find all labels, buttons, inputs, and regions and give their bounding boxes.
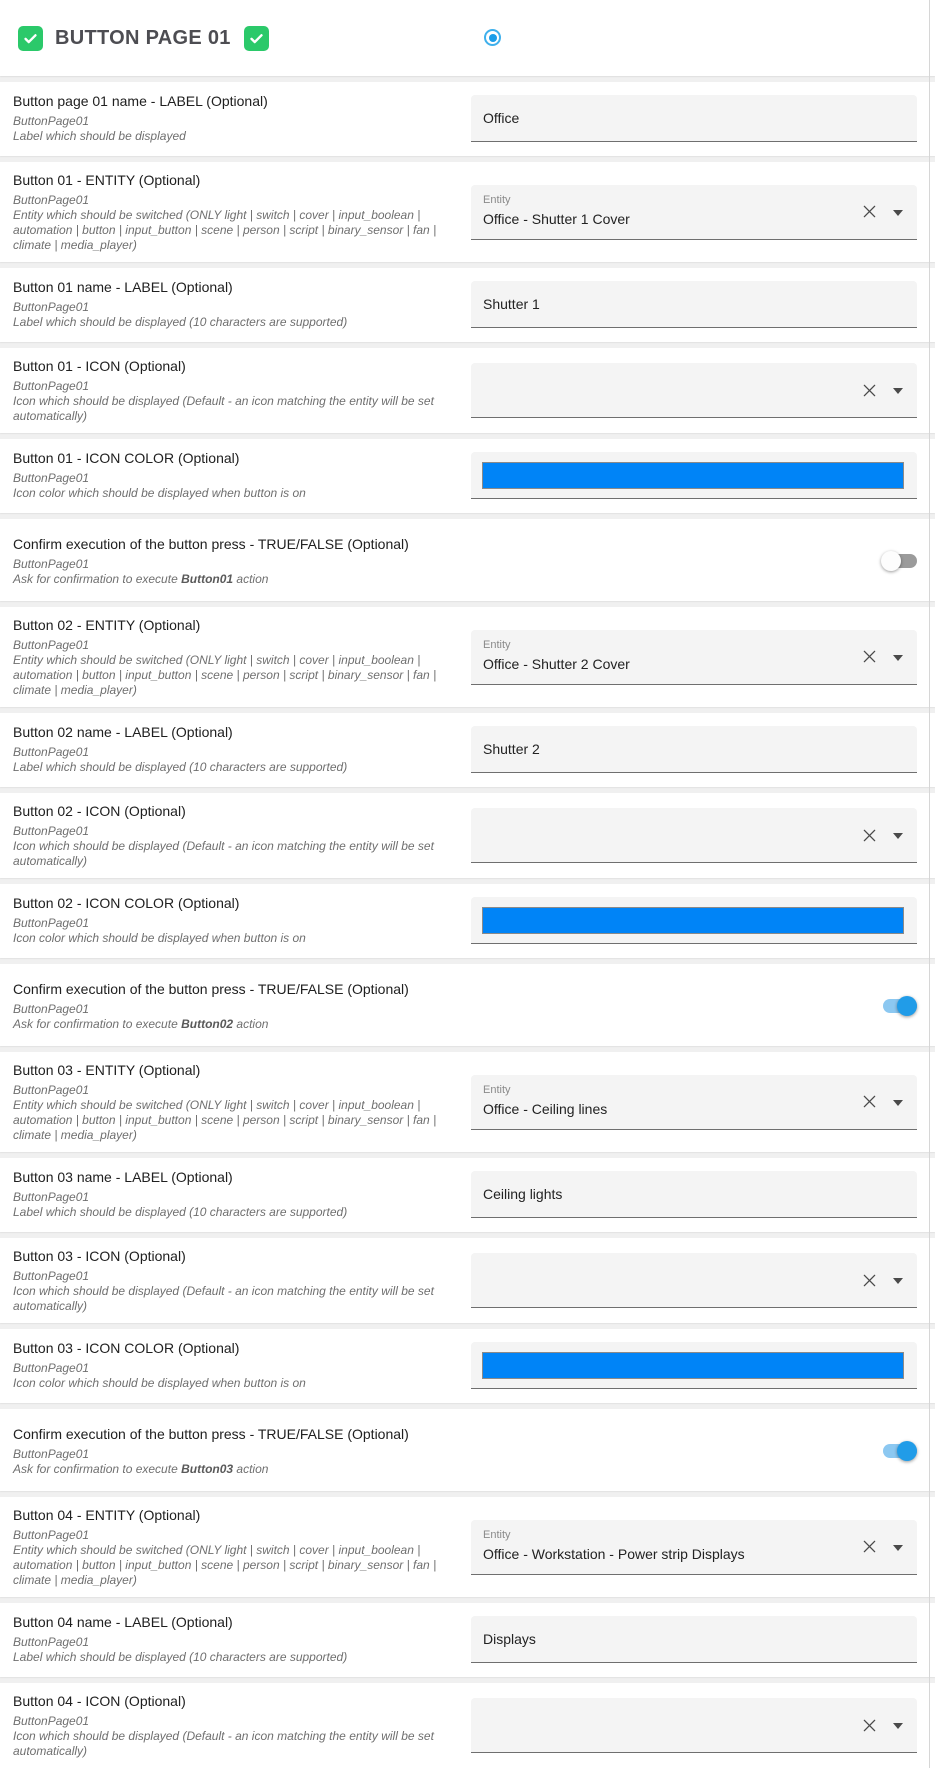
row-description [13,1017,461,1032]
row-description: Icon which should be displayed (Default - an icon matching the entity will be set automatically) [13,394,434,423]
settings-row-color [0,1329,935,1403]
field-label: Entity [483,1528,511,1541]
confirm-toggle[interactable] [881,1441,917,1461]
row-field-area [471,1441,917,1461]
row-text-block [13,171,471,253]
description-button-ref: Button03 [181,1462,234,1476]
chevron-down-icon[interactable] [893,1100,903,1106]
row-description [13,572,461,587]
settings-row-entity [0,1052,935,1152]
description-prefix: Ask for confirmation to execute [13,1017,182,1031]
row-text-block [13,1168,471,1220]
row-text-block [13,1613,471,1665]
settings-row-entity [0,1497,935,1597]
settings-row-icon [0,1238,935,1323]
row-subtitle: ButtonPage01 [13,379,90,393]
input-value: Displays [483,1630,536,1647]
row-field-area [471,726,917,773]
text-input[interactable] [471,281,917,328]
clear-x-icon[interactable] [861,1272,877,1288]
row-text-block [13,449,471,501]
row-subtitle: ButtonPage01 [13,557,90,571]
row-text-block [13,1692,471,1759]
chevron-down-icon[interactable] [893,655,903,661]
clear-x-icon[interactable] [861,1094,877,1110]
row-subtitle: ButtonPage01 [13,916,90,930]
input-value: Office [483,109,520,126]
text-input[interactable] [471,1171,917,1218]
row-title: Button page 01 name - LABEL (Optional) [13,93,268,109]
row-text-block [13,278,471,330]
row-subtitle: ButtonPage01 [13,300,90,314]
row-title: Button 03 - ENTITY (Optional) [13,1062,201,1078]
settings-row-text [0,1158,935,1232]
row-field-area [471,996,917,1016]
text-input[interactable] [471,95,917,142]
row-text-block [13,1506,471,1588]
clear-x-icon[interactable] [861,649,877,665]
confirm-toggle[interactable] [881,996,917,1016]
row-title: Button 01 - ICON (Optional) [13,358,186,374]
color-input[interactable] [471,452,917,499]
settings-row-text [0,1603,935,1677]
toggle-thumb [897,996,917,1016]
row-text-block [13,1339,471,1391]
row-text-block [13,802,471,869]
row-subtitle: ButtonPage01 [13,471,90,485]
row-title: Button 02 - ICON (Optional) [13,803,186,819]
row-field-area [471,1520,917,1575]
row-description: Label which should be displayed (10 characters are supported) [13,1205,348,1219]
row-text-block [13,894,471,946]
clear-x-icon[interactable] [861,1539,877,1555]
settings-row-color [0,439,935,513]
settings-row-text [0,268,935,342]
field-label: Entity [483,638,511,651]
row-title: Button 04 - ICON (Optional) [13,1693,186,1709]
row-text-block [13,1425,471,1477]
row-description: Icon which should be displayed (Default - an icon matching the entity will be set automatically) [13,1284,434,1313]
row-text-block [13,92,471,144]
row-title: Button 03 - ICON (Optional) [13,1248,186,1264]
settings-rows-container [0,82,935,1768]
row-field-area [471,95,917,142]
clear-x-icon[interactable] [861,1717,877,1733]
row-text-block [13,980,471,1032]
entity-select[interactable] [471,1075,917,1130]
row-title: Button 02 - ENTITY (Optional) [13,617,201,633]
entity-select[interactable] [471,630,917,685]
row-description: Icon color which should be displayed when button is on [13,1376,306,1390]
row-field-area [471,363,917,418]
description-button-ref: Button02 [181,1017,234,1031]
input-value: Shutter 2 [483,740,540,757]
text-input[interactable] [471,726,917,773]
row-subtitle: ButtonPage01 [13,1002,90,1016]
chevron-down-icon[interactable] [893,1545,903,1551]
icon-select[interactable] [471,1253,917,1308]
row-description: Icon color which should be displayed when button is on [13,486,306,500]
settings-row-entity [0,607,935,707]
row-field-area [471,1616,917,1663]
row-text-block [13,535,471,587]
row-title: Button 04 - ENTITY (Optional) [13,1507,201,1523]
checkbox-checked-icon[interactable] [244,26,269,51]
row-subtitle: ButtonPage01 [13,193,90,207]
checkmark-icon [248,30,265,47]
text-input[interactable] [471,1616,917,1663]
clear-x-icon[interactable] [861,204,877,220]
row-field-area [471,808,917,863]
row-text-block [13,357,471,424]
icon-select[interactable] [471,363,917,418]
color-swatch [482,462,904,489]
icon-select[interactable] [471,1698,917,1753]
color-swatch [482,907,904,934]
settings-row-toggle [0,1409,935,1491]
select-value: Office - Shutter 2 Cover [483,655,630,672]
row-description: Icon color which should be displayed when button is on [13,931,306,945]
row-description: Entity which should be switched (ONLY light | switch | cover | input_boolean | automation | button | input_button | scene | person | script | binary_sensor | fan | climate | media_player) [13,1098,437,1142]
row-description [13,1462,461,1477]
checkmark-icon [22,30,39,47]
color-input[interactable] [471,1342,917,1389]
settings-row-icon [0,793,935,878]
row-title: Button 04 name - LABEL (Optional) [13,1614,233,1630]
field-label: Entity [483,193,511,206]
toggle-thumb [897,1441,917,1461]
row-field-area [471,1253,917,1308]
row-field-area [471,1698,917,1753]
row-description: Icon which should be displayed (Default - an icon matching the entity will be set automatically) [13,839,434,868]
row-field-area [471,185,917,240]
checkbox-checked-icon[interactable] [18,26,43,51]
row-subtitle: ButtonPage01 [13,1190,90,1204]
row-subtitle: ButtonPage01 [13,1714,90,1728]
row-field-area [471,1171,917,1218]
row-subtitle: ButtonPage01 [13,1635,90,1649]
settings-row-icon [0,348,935,433]
row-title: Button 02 - ICON COLOR (Optional) [13,895,240,911]
field-label: Entity [483,1083,511,1096]
color-input[interactable] [471,897,917,944]
row-subtitle: ButtonPage01 [13,1361,90,1375]
row-subtitle: ButtonPage01 [13,1528,90,1542]
row-subtitle: ButtonPage01 [13,1269,90,1283]
select-value: Office - Workstation - Power strip Displays [483,1545,745,1562]
settings-row-text [0,82,935,156]
input-value: Ceiling lights [483,1185,563,1202]
row-title: Button 03 name - LABEL (Optional) [13,1169,233,1185]
clear-x-icon[interactable] [861,827,877,843]
page-title: BUTTON PAGE 01 [55,26,231,49]
row-title: Confirm execution of the button press - TRUE/FALSE (Optional) [13,1426,409,1442]
radio-selected-icon[interactable] [484,29,501,46]
row-description: Icon which should be displayed (Default - an icon matching the entity will be set automatically) [13,1729,434,1758]
page-header [0,0,935,76]
settings-row-text [0,713,935,787]
settings-row-toggle [0,519,935,601]
settings-row-entity [0,162,935,262]
row-field-area [471,630,917,685]
row-field-area [471,897,917,944]
row-subtitle: ButtonPage01 [13,114,90,128]
row-description: Label which should be displayed (10 characters are supported) [13,315,348,329]
row-text-block [13,616,471,698]
settings-row-color [0,884,935,958]
select-value: Office - Ceiling lines [483,1100,608,1117]
entity-select[interactable] [471,185,917,240]
row-field-area [471,281,917,328]
row-description: Entity which should be switched (ONLY light | switch | cover | input_boolean | automation | button | input_button | scene | person | script | binary_sensor | fan | climate | media_player) [13,1543,437,1587]
row-subtitle: ButtonPage01 [13,1083,90,1097]
entity-select[interactable] [471,1520,917,1575]
row-field-area [471,1342,917,1389]
select-value: Office - Shutter 1 Cover [483,210,630,227]
row-title: Button 01 - ICON COLOR (Optional) [13,450,240,466]
row-title: Confirm execution of the button press - TRUE/FALSE (Optional) [13,536,409,552]
row-title: Button 02 name - LABEL (Optional) [13,724,233,740]
row-field-area [471,551,917,571]
description-button-ref: Button01 [181,572,234,586]
row-field-area [471,452,917,499]
description-suffix: action [233,1017,269,1031]
description-suffix: action [233,572,269,586]
row-subtitle: ButtonPage01 [13,745,90,759]
chevron-down-icon[interactable] [893,388,903,394]
input-value: Shutter 1 [483,295,540,312]
row-description: Entity which should be switched (ONLY light | switch | cover | input_boolean | automation | button | input_button | scene | person | script | binary_sensor | fan | climate | media_player) [13,208,437,252]
row-description: Label which should be displayed [13,129,186,143]
chevron-down-icon[interactable] [893,1278,903,1284]
row-text-block [13,723,471,775]
row-text-block [13,1247,471,1314]
toggle-thumb [881,551,901,571]
row-description: Label which should be displayed (10 characters are supported) [13,1650,348,1664]
row-description: Entity which should be switched (ONLY light | switch | cover | input_boolean | automation | button | input_button | scene | person | script | binary_sensor | fan | climate | media_player) [13,653,437,697]
description-prefix: Ask for confirmation to execute [13,1462,182,1476]
row-description: Label which should be displayed (10 characters are supported) [13,760,348,774]
settings-row-toggle [0,964,935,1046]
chevron-down-icon[interactable] [893,833,903,839]
row-title: Button 01 name - LABEL (Optional) [13,279,233,295]
confirm-toggle[interactable] [881,551,917,571]
right-edge-divider [929,0,930,1768]
row-text-block [13,1061,471,1143]
row-title: Confirm execution of the button press - TRUE/FALSE (Optional) [13,981,409,997]
row-subtitle: ButtonPage01 [13,824,90,838]
description-prefix: Ask for confirmation to execute [13,572,182,586]
icon-select[interactable] [471,808,917,863]
row-subtitle: ButtonPage01 [13,1447,90,1461]
row-title: Button 03 - ICON COLOR (Optional) [13,1340,240,1356]
row-subtitle: ButtonPage01 [13,638,90,652]
settings-row-icon [0,1683,935,1768]
description-suffix: action [233,1462,269,1476]
row-field-area [471,1075,917,1130]
chevron-down-icon[interactable] [893,210,903,216]
row-title: Button 01 - ENTITY (Optional) [13,172,201,188]
color-swatch [482,1352,904,1379]
chevron-down-icon[interactable] [893,1723,903,1729]
clear-x-icon[interactable] [861,382,877,398]
